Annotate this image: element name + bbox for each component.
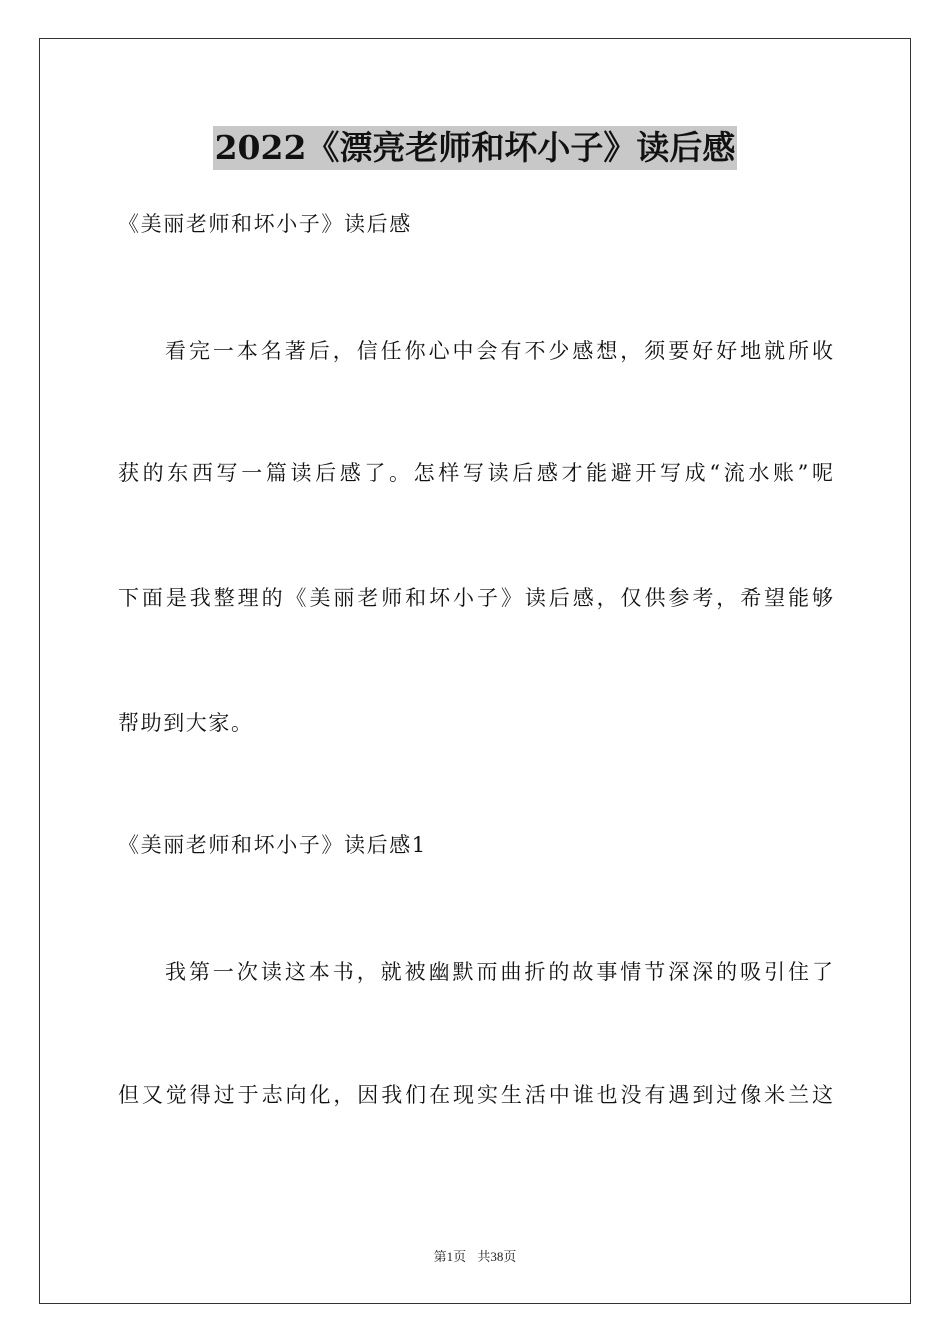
paragraph-line: 获的东西写一篇读后感了。怎样写读后感才能避开写成“流水账”呢 — [118, 461, 833, 485]
paragraph-line: 我第一次读这本书，就被幽默而曲折的故事情节深深的吸引住了 — [165, 960, 833, 984]
document-title: 2022《漂亮老师和坏小子》读后感 — [213, 126, 738, 170]
page-number: 第1页 — [433, 1249, 467, 1264]
paragraph-line: 看完一本名著后，信任你心中会有不少感想，须要好好地就所收 — [165, 339, 833, 363]
paragraph-line: 下面是我整理的《美丽老师和坏小子》读后感，仅供参考，希望能够 — [118, 586, 833, 610]
paragraph-line: 帮助到大家。 — [118, 711, 254, 735]
page-footer — [0, 1248, 950, 1266]
title-container — [0, 126, 950, 170]
paragraph-line: 但又觉得过于志向化，因我们在现实生活中谁也没有遇到过像米兰这 — [118, 1083, 833, 1107]
section-heading: 《美丽老师和坏小子》读后感1 — [118, 833, 427, 857]
page-total: 共38页 — [477, 1249, 517, 1264]
subtitle: 《美丽老师和坏小子》读后感 — [118, 212, 412, 236]
